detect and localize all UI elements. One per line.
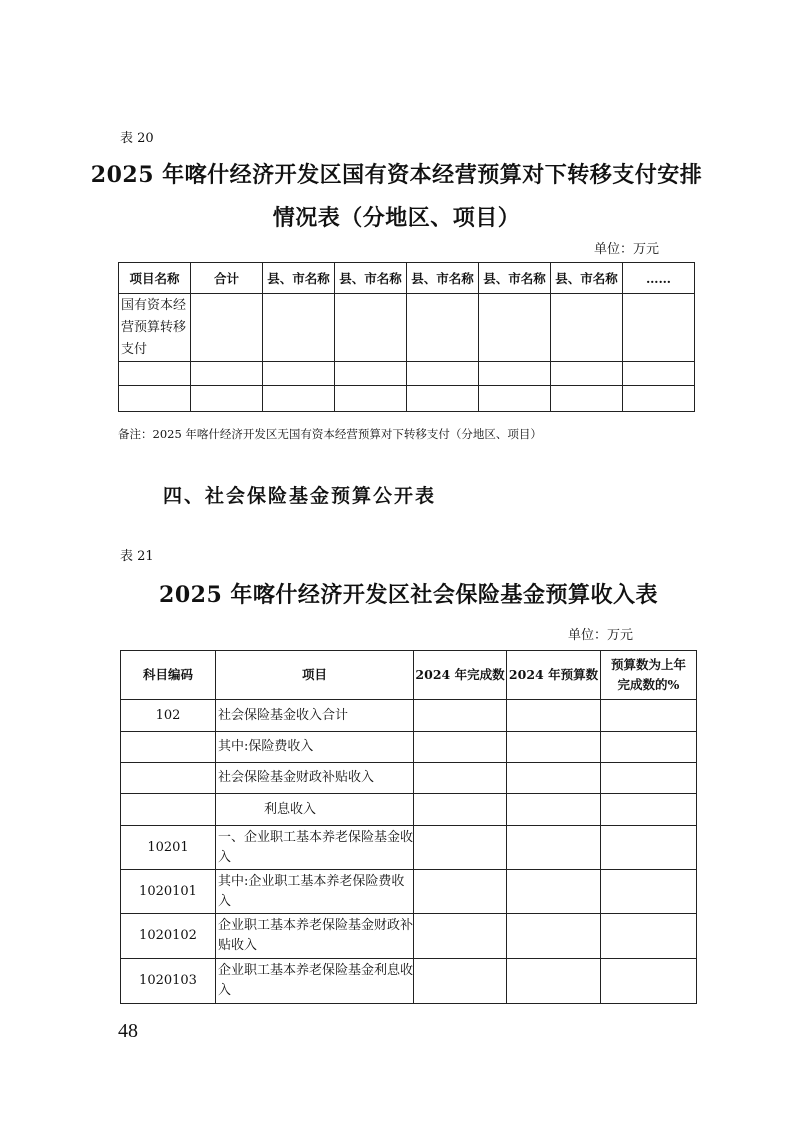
table-cell [263,362,335,386]
table20-header-cell: 县、市名称 [407,263,479,294]
table-row [121,914,697,959]
section-heading: 四、社会保险基金预算公开表 [163,485,437,507]
table-cell [407,386,479,412]
table-cell [479,294,551,362]
table20-title-line2: 情况表（分地区、项目） [272,205,521,231]
table-cell [263,386,335,412]
table-cell [507,870,601,914]
table20-header-cell: 县、市名称 [263,263,335,294]
table-cell [414,700,507,732]
table21-code [121,763,216,794]
table-cell [335,294,407,362]
table21-code: 102 [121,700,216,732]
table21-item: 社会保险基金财政补贴收入 [216,763,414,794]
table-row [121,826,697,870]
table-cell [551,294,623,362]
table-row [121,959,697,1004]
table21-item: 企业职工基本养老保险基金利息收入 [216,959,414,1004]
table-cell [601,700,697,732]
table-cell [551,362,623,386]
table21-header-cell: 2024 年预算数 [507,651,601,700]
table-cell [507,959,601,1004]
page-number: 48 [118,1020,138,1042]
table20-label: 表 20 [120,131,154,146]
table-cell [119,386,191,412]
table-cell [191,362,263,386]
table-cell [601,959,697,1004]
table21-item: 其中:保险费收入 [216,732,414,763]
table-cell [507,732,601,763]
table-cell [601,870,697,914]
table21-title: 2025 年喀什经济开发区社会保险基金预算收入表 [159,582,658,608]
table20-header-cell: 县、市名称 [551,263,623,294]
table21-header-cell: 项目 [216,651,414,700]
table-row [121,794,697,826]
table21-header-cell: 2024 年完成数 [414,651,507,700]
table-cell [414,794,507,826]
table-cell [623,362,695,386]
table-cell [601,794,697,826]
table-cell [623,294,695,362]
table20-header-cell: 县、市名称 [335,263,407,294]
table-row [121,763,697,794]
table-row [121,700,697,732]
table20-title-line1: 2025 年喀什经济开发区国有资本经营预算对下转移支付安排 [90,162,703,188]
table21-item: 其中:企业职工基本养老保险费收入 [216,870,414,914]
table-cell [191,386,263,412]
table20-header-cell: …… [623,263,695,294]
table21-item: 社会保险基金收入合计 [216,700,414,732]
table21-label: 表 21 [120,549,154,564]
table20-header-cell: 县、市名称 [479,263,551,294]
table-cell [507,700,601,732]
table-cell [414,763,507,794]
table-cell [414,732,507,763]
table21-code: 1020103 [121,959,216,1004]
table21-item: 一、企业职工基本养老保险基金收入 [216,826,414,870]
table-row [119,362,695,386]
table20-header-cell: 合计 [191,263,263,294]
table21-header-cell: 科目编码 [121,651,216,700]
table-cell [407,294,479,362]
table-row [121,870,697,914]
table-cell [263,294,335,362]
table-cell [601,914,697,959]
table-cell [414,870,507,914]
table-row [121,732,697,763]
table21-item: 企业职工基本养老保险基金财政补贴收入 [216,914,414,959]
table-cell [507,914,601,959]
table20-header-row [119,263,695,294]
table-row [119,386,695,412]
table-cell [507,826,601,870]
table21-unit: 单位：万元 [568,628,634,643]
table21-code [121,732,216,763]
table21-item: 利息收入 [216,794,414,826]
table20-header-cell: 项目名称 [119,263,191,294]
table-cell [414,914,507,959]
table-cell [414,826,507,870]
table20 [118,262,695,412]
table-cell [601,763,697,794]
table20-row-label: 国有资本经营预算转移支付 [119,294,191,362]
table21 [120,650,697,1004]
table-cell [407,362,479,386]
table21-code: 1020101 [121,870,216,914]
table-cell [335,386,407,412]
table-cell [601,732,697,763]
table20-unit: 单位：万元 [594,242,660,257]
table-cell [601,826,697,870]
table-cell [335,362,407,386]
table21-code: 1020102 [121,914,216,959]
table20-note: 备注：2025 年喀什经济开发区无国有资本经营预算对下转移支付（分地区、项目） [118,427,542,441]
table-cell [507,763,601,794]
table-cell [623,386,695,412]
table-cell [191,294,263,362]
table-cell [479,386,551,412]
table21-header-row [121,651,697,700]
table-cell [119,362,191,386]
table-cell [507,794,601,826]
table-row [119,294,695,362]
table21-header-cell: 预算数为上年完成数的% [601,651,697,700]
table-cell [414,959,507,1004]
table21-code [121,794,216,826]
table-cell [479,362,551,386]
table-cell [551,386,623,412]
table21-code: 10201 [121,826,216,870]
